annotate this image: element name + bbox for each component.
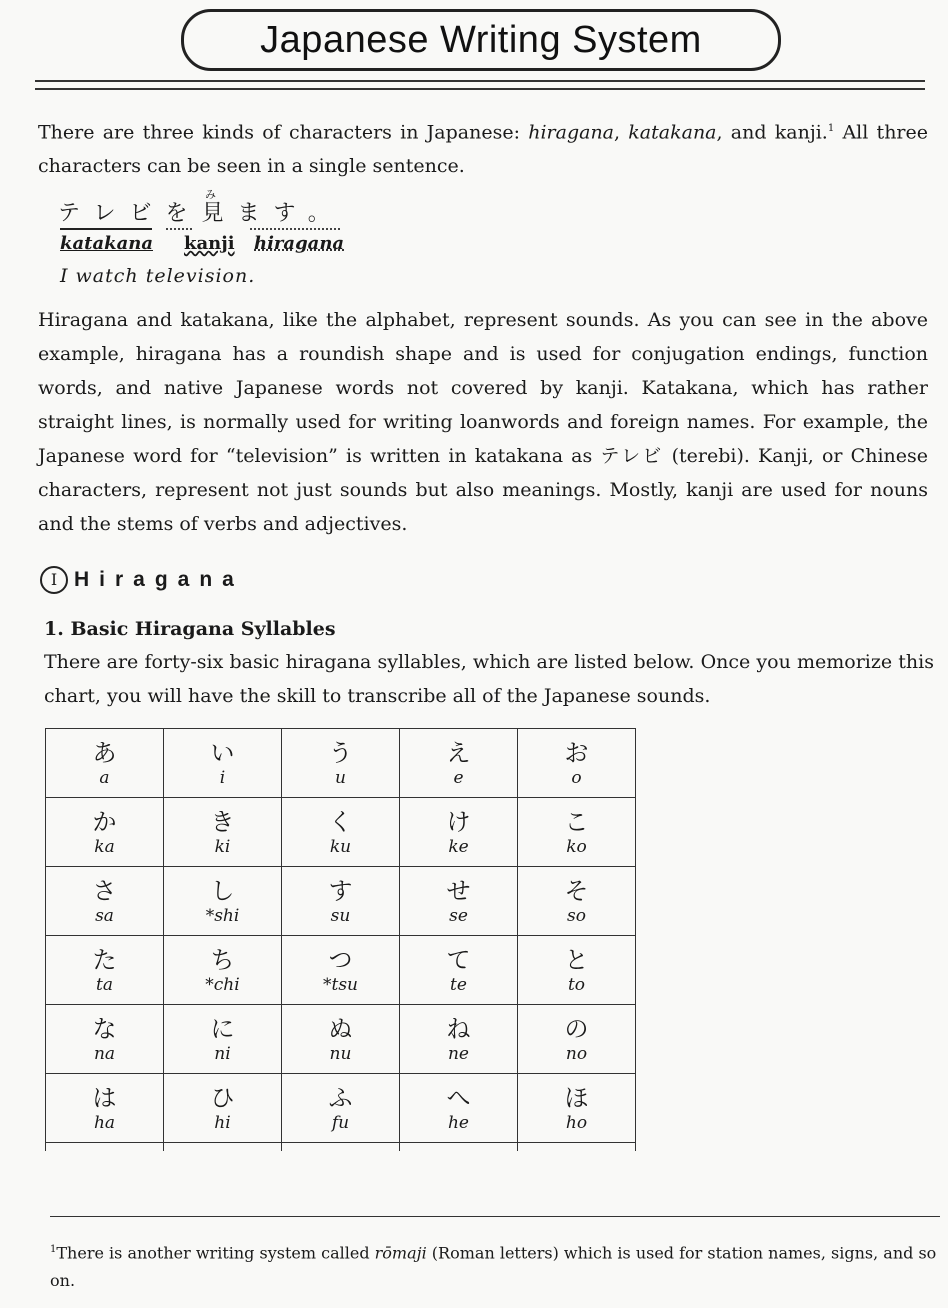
chart-cell: [400, 936, 518, 1005]
romaji: *chi: [205, 975, 240, 995]
chart-cell: [518, 936, 636, 1005]
romaji: ha: [93, 1113, 116, 1133]
romaji: he: [447, 1113, 469, 1133]
kana: い: [210, 739, 235, 767]
kana: て: [446, 946, 471, 974]
kana: せ: [446, 877, 471, 905]
chart-cell: [164, 867, 282, 936]
chart-cell: [518, 1005, 636, 1074]
chart-cell: [282, 867, 400, 936]
chart-cell: [400, 1074, 518, 1143]
romaji: a: [99, 768, 110, 788]
chart-cell: [164, 936, 282, 1005]
chart-row: [46, 867, 636, 936]
romaji: sa: [95, 906, 114, 926]
explanation-paragraph: Hiragana and katakana, like the alphabet, represent sounds. As you can see in the above example, hiragana has a roundish shape and is used for conjugation endings, function words, and native Japanese words not covered by kanji. Katakana, which has rather straight lines, is normally used for writing loanwords and foreign names. For example, the Japanese word for “television” is written in katakana as テレビ (terebi). Kanji, or Chinese characters, represent not just sounds but also meanings. Mostly, kanji are used for nouns and the stems of verbs and adjectives.: [38, 309, 928, 535]
chart-row: [46, 936, 636, 1005]
chart-row: [46, 1005, 636, 1074]
chart-cell: [400, 1005, 518, 1074]
kana: ぬ: [328, 1015, 353, 1043]
kana: は: [92, 1084, 117, 1112]
particle-underline: [166, 228, 192, 230]
romaji: ta: [96, 975, 113, 995]
romaji: ki: [214, 837, 231, 857]
kana: こ: [564, 808, 589, 836]
kana: た: [92, 946, 117, 974]
chart-cell: [518, 798, 636, 867]
romaji: fu: [331, 1113, 350, 1133]
kana: し: [210, 877, 235, 905]
romaji: ne: [447, 1044, 469, 1064]
kana: の: [564, 1015, 589, 1043]
hiragana-chart: [45, 728, 636, 1151]
kana: す: [328, 877, 353, 905]
romaji: u: [335, 768, 346, 788]
hiragana-underline: [250, 228, 340, 230]
chart-cell: [282, 936, 400, 1005]
kana: に: [210, 1015, 235, 1043]
chart-row-continued: [46, 1143, 636, 1152]
chart-cell: [518, 1074, 636, 1143]
romaji: e: [453, 768, 464, 788]
chart-cell: [46, 936, 164, 1005]
romaji: nu: [329, 1044, 352, 1064]
kana: う: [328, 739, 353, 767]
romaji: se: [449, 906, 468, 926]
label-hiragana: hiragana: [254, 233, 345, 254]
chart-cell: [164, 798, 282, 867]
chart-cell: [518, 729, 636, 798]
chart-cell: [164, 1143, 282, 1152]
chart-cell: [400, 1143, 518, 1152]
kana: く: [328, 808, 353, 836]
label-katakana: katakana: [60, 233, 153, 254]
chart-cell: [400, 798, 518, 867]
kana: え: [446, 739, 471, 767]
chart-cell: [46, 1143, 164, 1152]
chart-cell: [282, 1074, 400, 1143]
kana: つ: [328, 946, 353, 974]
kana: へ: [446, 1084, 471, 1112]
romaji: ke: [448, 837, 469, 857]
kana: さ: [92, 877, 117, 905]
chart-cell: [282, 798, 400, 867]
chart-cell: [400, 867, 518, 936]
footnote: $^1$There is another writing system called rōmaji (Roman letters) which is used for station names, signs, and so on.: [50, 1243, 937, 1291]
kana: そ: [564, 877, 589, 905]
label-kanji: kanji: [184, 233, 235, 254]
title-rule: [35, 80, 925, 82]
subsection-text: There are forty-six basic hiragana syllables, which are listed below. Once you memorize this chart, you will have the skill to transcribe all of the Japanese sounds.: [44, 651, 934, 707]
chart-cell: [518, 867, 636, 936]
chart-cell: [46, 867, 164, 936]
chart-cell: [282, 1005, 400, 1074]
example-translation: I watch television.: [60, 265, 256, 287]
romaji: so: [567, 906, 586, 926]
romaji: to: [567, 975, 586, 995]
chart-cell: [282, 1143, 400, 1152]
chart-cell: [400, 729, 518, 798]
chart-row: [46, 798, 636, 867]
chart-cell: [46, 729, 164, 798]
romaji: ku: [329, 837, 352, 857]
subsection-title: 1. Basic Hiragana Syllables: [44, 618, 336, 640]
chart-cell: [46, 1005, 164, 1074]
footnote-rule: [50, 1216, 940, 1217]
kana: ほ: [564, 1084, 589, 1112]
kana: お: [564, 739, 589, 767]
chart-cell: [164, 729, 282, 798]
romaji: na: [93, 1044, 116, 1064]
chart-row: [46, 729, 636, 798]
section-number: I: [40, 566, 68, 594]
kana: ひ: [210, 1084, 235, 1112]
romaji: *tsu: [322, 975, 358, 995]
intro-paragraph: There are three kinds of characters in Japanese: hiragana, katakana, and kanji.$^1$ All three characters can be seen in a single sentence.: [38, 121, 928, 178]
section-heading: [40, 566, 244, 594]
romaji: ka: [94, 837, 115, 857]
kana: け: [446, 808, 471, 836]
chart-row: [46, 1074, 636, 1143]
kana: ち: [210, 946, 235, 974]
chart-cell: [282, 729, 400, 798]
kana: あ: [92, 739, 117, 767]
page-title-box: [181, 9, 781, 71]
romaji: i: [219, 768, 226, 788]
section-title: Hiragana: [74, 568, 244, 591]
romaji: no: [565, 1044, 588, 1064]
kana: か: [92, 808, 117, 836]
romaji: ho: [565, 1113, 588, 1133]
chart-cell: [46, 1074, 164, 1143]
romaji: hi: [214, 1113, 231, 1133]
kana: と: [564, 946, 589, 974]
example-sentence: テレビを見ます。: [58, 201, 344, 226]
romaji: *shi: [205, 906, 240, 926]
romaji: o: [571, 768, 582, 788]
kana: き: [210, 808, 235, 836]
romaji: ko: [566, 837, 587, 857]
kana: ふ: [328, 1084, 353, 1112]
katakana-underline: [60, 228, 152, 230]
chart-cell: [518, 1143, 636, 1152]
title-rule: [35, 88, 925, 90]
romaji: ni: [214, 1044, 231, 1064]
kana: ね: [446, 1015, 471, 1043]
chart-cell: [164, 1005, 282, 1074]
furigana: み: [205, 188, 216, 201]
chart-cell: [164, 1074, 282, 1143]
romaji: te: [450, 975, 467, 995]
kana: な: [92, 1015, 117, 1043]
page-title: Japanese Writing System: [260, 18, 702, 61]
romaji: su: [330, 906, 351, 926]
chart-cell: [46, 798, 164, 867]
